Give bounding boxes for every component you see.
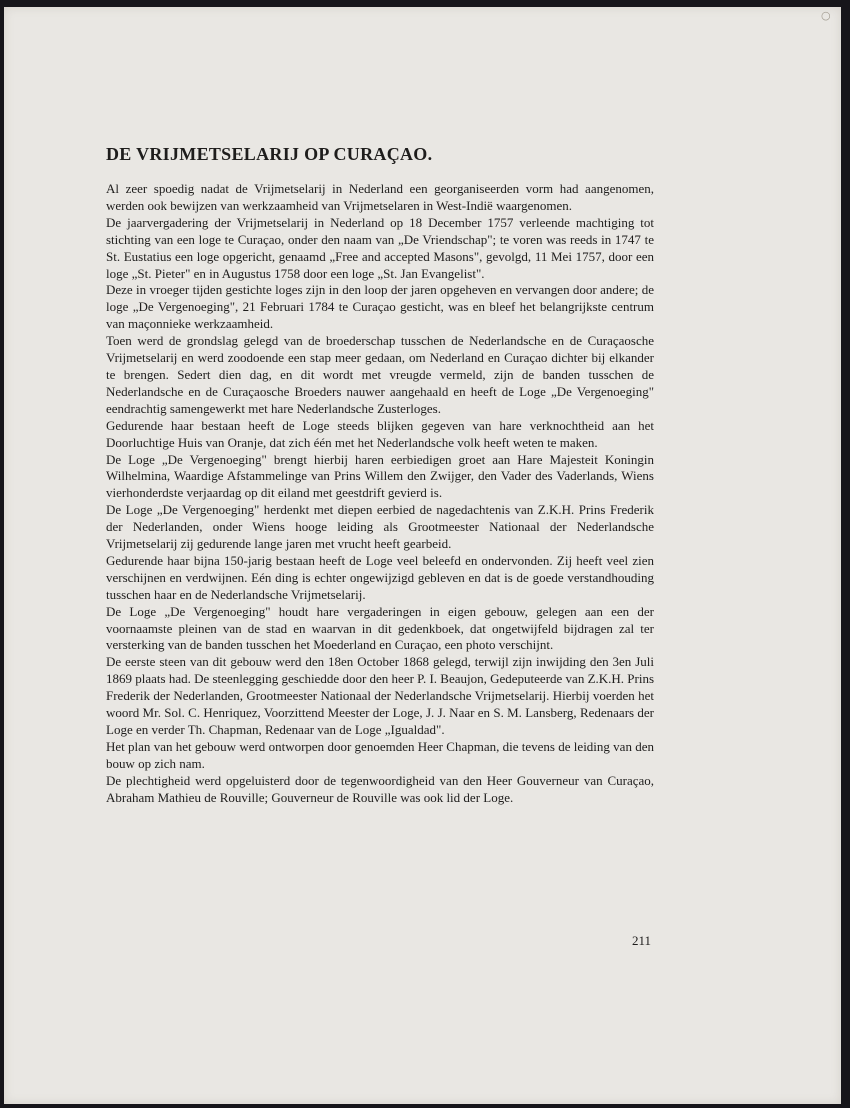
- paragraph: De jaarvergadering der Vrijmetselarij in Nederland op 18 December 1757 verleende machtiging tot stichting van een loge te Curaçao, onder den naam van „De Vriendschap"; te voren was reeds in 1747 te St. Eustatius een loge opgericht, genaamd „Free and accepted Masons", gevolgd, 11 Mei 1757, door een loge „St. Pieter" en in Augustus 1758 door een loge „St. Jan Evangelist".: [106, 214, 654, 281]
- paragraph: Het plan van het gebouw werd ontworpen door genoemden Heer Chapman, die tevens de leiding van den bouw op zich nam.: [106, 738, 654, 771]
- paragraph: Gedurende haar bijna 150-jarig bestaan heeft de Loge veel beleefd en ondervonden. Zij heeft veel zien verschijnen en verdwijnen. Eén ding is echter ongewijzigd gebleven en dat is de goede verstandhouding tusschen haar en de Nederlandsche Vrijmetselarij.: [106, 552, 654, 602]
- paragraph: De plechtigheid werd opgeluisterd door de tegenwoordigheid van den Heer Gouverneur van Curaçao, Abraham Mathieu de Rouville; Gouverneur de Rouville was ook lid der Loge.: [106, 772, 654, 805]
- page-title: DE VRIJMETSELARIJ OP CURAÇAO.: [106, 144, 433, 164]
- paragraph: De Loge „De Vergenoeging" herdenkt met diepen eerbied de nagedachtenis van Z.K.H. Prins Frederik der Nederlanden, onder Wiens hooge leiding als Grootmeester Nationaal der Nederlandsche Vrijmetselarij zij gedurende lange jaren met vrucht heeft gearbeid.: [106, 502, 654, 552]
- paragraph: Al zeer spoedig nadat de Vrijmetselarij in Nederland een georganiseerden vorm had aangenomen, werden ook bewijzen van werkzaamheid van Vrijmetselaren in West-Indië waargenomen.: [106, 181, 654, 213]
- paragraph: Gedurende haar bestaan heeft de Loge steeds blijken gegeven van hare verknochtheid aan het Doorluchtige Huis van Oranje, dat zich één met het Nederlandsche volk heeft weten te maken.: [106, 417, 654, 450]
- paragraph: Deze in vroeger tijden gestichte loges zijn in den loop der jaren opgeheven en vervangen door andere; de loge „De Vergenoeging", 21 Februari 1784 te Curaçao gesticht, was en bleef het belangrijkste centrum van maçonnieke werkzaamheid.: [106, 282, 654, 332]
- page-number: 211: [632, 933, 652, 948]
- paragraph: Toen werd de grondslag gelegd van de broederschap tusschen de Nederlandsche en de Curaçaosche Vrijmetselarij en werd zoodoende een stap meer gedaan, om Nederland en Curaçao dichter bij elkander te brengen. Sedert dien dag, en dit wordt met vreugde vermeld, zijn de banden tusschen de Nederlandsche en de Curaçaosche Broeders nauwer aangehaald en heeft de Loge „De Vergenoeging" eendrachtig samengewerkt met hare Nederlandsche Zusterloges.: [106, 333, 654, 416]
- corner-stamp-icon: ○: [821, 9, 831, 22]
- paragraph: De Loge „De Vergenoeging" brengt hierbij haren eerbiedigen groet aan Hare Majesteit Koningin Wilhelmina, Waardige Afstammelinge van Prins Willem den Zwijger, den Vader des Vaderlands, Wiens vierhonderdste verjaardag op dit eiland met geestdrift gevierd is.: [106, 451, 654, 501]
- book-page: [4, 7, 841, 1104]
- article-body: [106, 181, 654, 807]
- paragraph: De eerste steen van dit gebouw werd den 18en October 1868 gelegd, terwijl zijn inwijding den 3en Juli 1869 plaats had. De steenlegging geschiedde door den heer P. I. Beaujon, Gedeputeerde van Z.K.H. Prins Frederik der Nederlanden, Grootmeester Nationaal der Nederlandsche Vrijmetselarij. Hierbij voerden het woord Mr. Sol. C. Henriquez, Voorzittend Meester der Loge, J. J. Naar en S. M. Lansberg, Redenaars der Loge en verder Th. Chapman, Redenaar van de Loge „Igualdad".: [106, 654, 655, 737]
- paragraph: De Loge „De Vergenoeging" houdt hare vergaderingen in eigen gebouw, gelegen aan een der voornaamste pleinen van de stad en waarvan in dit gedenkboek, dat ongetwijfeld bijdragen zal ter versterking van de banden tusschen het Moederland en Curaçao, een photo verschijnt.: [106, 603, 654, 653]
